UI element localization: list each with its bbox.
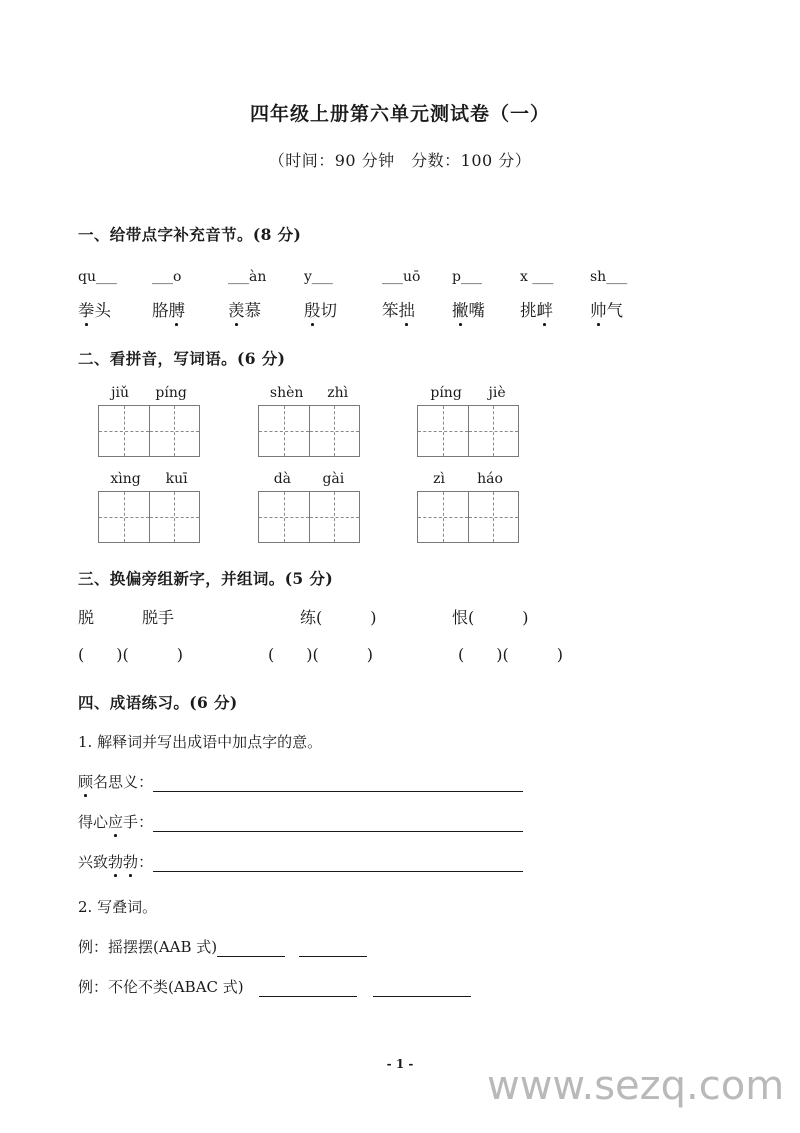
reduplication-examples bbox=[78, 936, 722, 997]
dotted-character: 勃 bbox=[108, 852, 124, 871]
character: 兴 bbox=[78, 852, 94, 871]
section-1 bbox=[78, 223, 722, 321]
section-4-question-2: 2. 写叠词。 bbox=[78, 897, 158, 916]
pinyin-blank[interactable]: ___o bbox=[152, 268, 182, 285]
idiom-label bbox=[78, 811, 153, 832]
pinyin-syllable: xìng bbox=[110, 470, 141, 487]
radical-item[interactable]: 练( ) bbox=[300, 607, 377, 627]
idiom-row bbox=[78, 771, 722, 792]
dotted-character: 顾 bbox=[78, 772, 94, 791]
pinyin-label bbox=[98, 385, 200, 401]
tianzige-box[interactable] bbox=[417, 405, 519, 457]
answer-brackets[interactable]: ( )( ) bbox=[268, 644, 373, 664]
character: 气 bbox=[606, 300, 623, 320]
idiom-label bbox=[78, 851, 153, 872]
tianzige-box[interactable] bbox=[258, 405, 360, 457]
section-4-heading: 四、成语练习。(6 分) bbox=[78, 692, 238, 712]
answer-line[interactable] bbox=[217, 943, 285, 957]
pinyin-blank[interactable]: sh___ bbox=[590, 268, 628, 285]
pinyin-syllable: píng bbox=[430, 384, 462, 401]
character: 切 bbox=[320, 300, 337, 320]
dotted-word bbox=[452, 297, 520, 321]
section-3-row-2 bbox=[78, 642, 722, 665]
dotted-character: 衅 bbox=[537, 297, 554, 321]
pinyin-blank[interactable]: y___ bbox=[304, 268, 333, 285]
character: 致 bbox=[93, 852, 109, 871]
tianzige-cell[interactable] bbox=[309, 492, 360, 542]
radical-item[interactable]: 恨( ) bbox=[452, 607, 529, 627]
character: 心 bbox=[93, 812, 109, 831]
pinyin-label bbox=[258, 471, 360, 487]
tianzige-cell[interactable] bbox=[259, 406, 309, 456]
pinyin-label bbox=[417, 385, 519, 401]
pinyin-syllable: háo bbox=[477, 470, 503, 487]
pinyin-syllable: shèn bbox=[269, 384, 304, 401]
pinyin-syllable: zì bbox=[433, 470, 445, 487]
pinyin-word-group bbox=[98, 385, 200, 457]
character: 义 bbox=[123, 772, 139, 791]
answer-line[interactable] bbox=[373, 983, 471, 997]
pinyin-blank[interactable]: qu___ bbox=[78, 268, 117, 285]
character: 得 bbox=[78, 812, 94, 831]
section-3 bbox=[78, 567, 722, 665]
answer-brackets[interactable]: ( )( ) bbox=[78, 644, 183, 664]
answer-brackets[interactable]: ( )( ) bbox=[458, 644, 563, 664]
idiom-label bbox=[78, 771, 153, 792]
tianzige-cell[interactable] bbox=[99, 492, 149, 542]
dotted-character: 殷 bbox=[304, 297, 321, 321]
dotted-word bbox=[590, 297, 660, 321]
answer-line[interactable] bbox=[299, 943, 367, 957]
pinyin-syllable: zhì bbox=[327, 384, 349, 401]
dotted-character: 羡 bbox=[228, 297, 245, 321]
reduplication-label: 例：摇摆摆(AAB 式) bbox=[78, 937, 218, 956]
pinyin-syllable: gài bbox=[322, 470, 345, 487]
pinyin-blank[interactable]: ___uō bbox=[382, 268, 421, 285]
dotted-character: 帅 bbox=[590, 297, 607, 321]
answer-line[interactable] bbox=[153, 778, 523, 792]
section-1-pinyin-row bbox=[78, 269, 722, 285]
dotted-character: 拙 bbox=[399, 297, 416, 321]
tianzige-cell[interactable] bbox=[309, 406, 360, 456]
radical-item[interactable]: 脱手 bbox=[142, 607, 175, 627]
character: 思 bbox=[108, 772, 124, 791]
pinyin-word-group bbox=[417, 385, 519, 457]
pinyin-blank[interactable]: p___ bbox=[452, 268, 482, 285]
reduplication-label: 例：不伦不类(ABAC 式) bbox=[78, 977, 259, 996]
section-4-question-1: 1. 解释词并写出成语中加点字的意。 bbox=[78, 732, 323, 751]
idiom-colon: ： bbox=[138, 852, 154, 871]
answer-line[interactable] bbox=[153, 858, 523, 872]
reduplication-row bbox=[78, 936, 722, 957]
section-2-heading: 二、看拼音，写词语。(6 分) bbox=[78, 348, 286, 368]
answer-line[interactable] bbox=[259, 983, 357, 997]
idiom-colon: ： bbox=[138, 812, 154, 831]
character: 挑 bbox=[520, 300, 537, 320]
idiom-row bbox=[78, 811, 722, 832]
watermark: www.sezq.com bbox=[487, 1063, 785, 1109]
pinyin-word-group bbox=[98, 471, 200, 543]
pinyin-word-group bbox=[258, 471, 360, 543]
page-number: - 1 - bbox=[386, 1057, 414, 1071]
character: 名 bbox=[93, 772, 109, 791]
tianzige-cell[interactable] bbox=[149, 406, 200, 456]
dotted-character: 膊 bbox=[169, 297, 186, 321]
dotted-word bbox=[304, 297, 382, 321]
pinyin-syllable: kuī bbox=[165, 470, 188, 487]
pinyin-word-group bbox=[417, 471, 519, 543]
answer-line[interactable] bbox=[153, 818, 523, 832]
character: 慕 bbox=[244, 300, 261, 320]
tianzige-cell[interactable] bbox=[418, 492, 468, 542]
section-3-row-1 bbox=[78, 605, 722, 628]
tianzige-cell[interactable] bbox=[418, 406, 468, 456]
section-4 bbox=[78, 691, 722, 997]
dotted-character: 应 bbox=[108, 812, 124, 831]
character: 胳 bbox=[152, 300, 169, 320]
section-2-grid-row-1 bbox=[78, 385, 722, 457]
tianzige-cell[interactable] bbox=[149, 492, 200, 542]
pinyin-label bbox=[417, 471, 519, 487]
pinyin-syllable: jiǔ bbox=[111, 384, 130, 401]
section-2 bbox=[78, 347, 722, 543]
tianzige-cell[interactable] bbox=[259, 492, 309, 542]
tianzige-cell[interactable] bbox=[468, 406, 519, 456]
section-3-heading: 三、换偏旁组新字，并组词。(5 分) bbox=[78, 568, 334, 588]
tianzige-box[interactable] bbox=[98, 491, 200, 543]
idiom-colon: ： bbox=[138, 772, 154, 791]
character: 头 bbox=[94, 300, 111, 320]
dotted-character: 撇 bbox=[452, 297, 469, 321]
exam-meta: （时间：90 分钟 分数：100 分） bbox=[268, 150, 532, 170]
character: 嘴 bbox=[468, 300, 485, 320]
pinyin-syllable: dà bbox=[273, 470, 292, 487]
dotted-word bbox=[152, 297, 228, 321]
pinyin-syllable: jiè bbox=[488, 384, 506, 401]
page-title: 四年级上册第六单元测试卷（一） bbox=[249, 103, 550, 125]
section-1-heading: 一、给带点字补充音节。(8 分) bbox=[78, 224, 302, 244]
dotted-character: 勃 bbox=[123, 852, 139, 871]
tianzige-cell[interactable] bbox=[468, 492, 519, 542]
reduplication-row bbox=[78, 976, 722, 997]
tianzige-box[interactable] bbox=[98, 405, 200, 457]
tianzige-cell[interactable] bbox=[99, 406, 149, 456]
dotted-word bbox=[78, 297, 152, 321]
radical-item[interactable]: 脱 bbox=[78, 607, 95, 627]
dotted-word bbox=[228, 297, 304, 321]
character: 笨 bbox=[382, 300, 399, 320]
character: 手 bbox=[123, 812, 139, 831]
tianzige-box[interactable] bbox=[258, 491, 360, 543]
dotted-word bbox=[382, 297, 452, 321]
idiom-row bbox=[78, 851, 722, 872]
dotted-character: 拳 bbox=[78, 297, 95, 321]
section-1-word-row bbox=[78, 297, 722, 321]
dotted-word bbox=[520, 297, 590, 321]
section-2-grid-row-2 bbox=[78, 471, 722, 543]
pinyin-label bbox=[98, 471, 200, 487]
pinyin-blank[interactable]: ___àn bbox=[228, 268, 267, 285]
pinyin-syllable: píng bbox=[155, 384, 187, 401]
pinyin-word-group bbox=[258, 385, 360, 457]
idiom-list bbox=[78, 771, 722, 872]
pinyin-label bbox=[258, 385, 360, 401]
tianzige-box[interactable] bbox=[417, 491, 519, 543]
pinyin-blank[interactable]: x ___ bbox=[520, 268, 554, 285]
